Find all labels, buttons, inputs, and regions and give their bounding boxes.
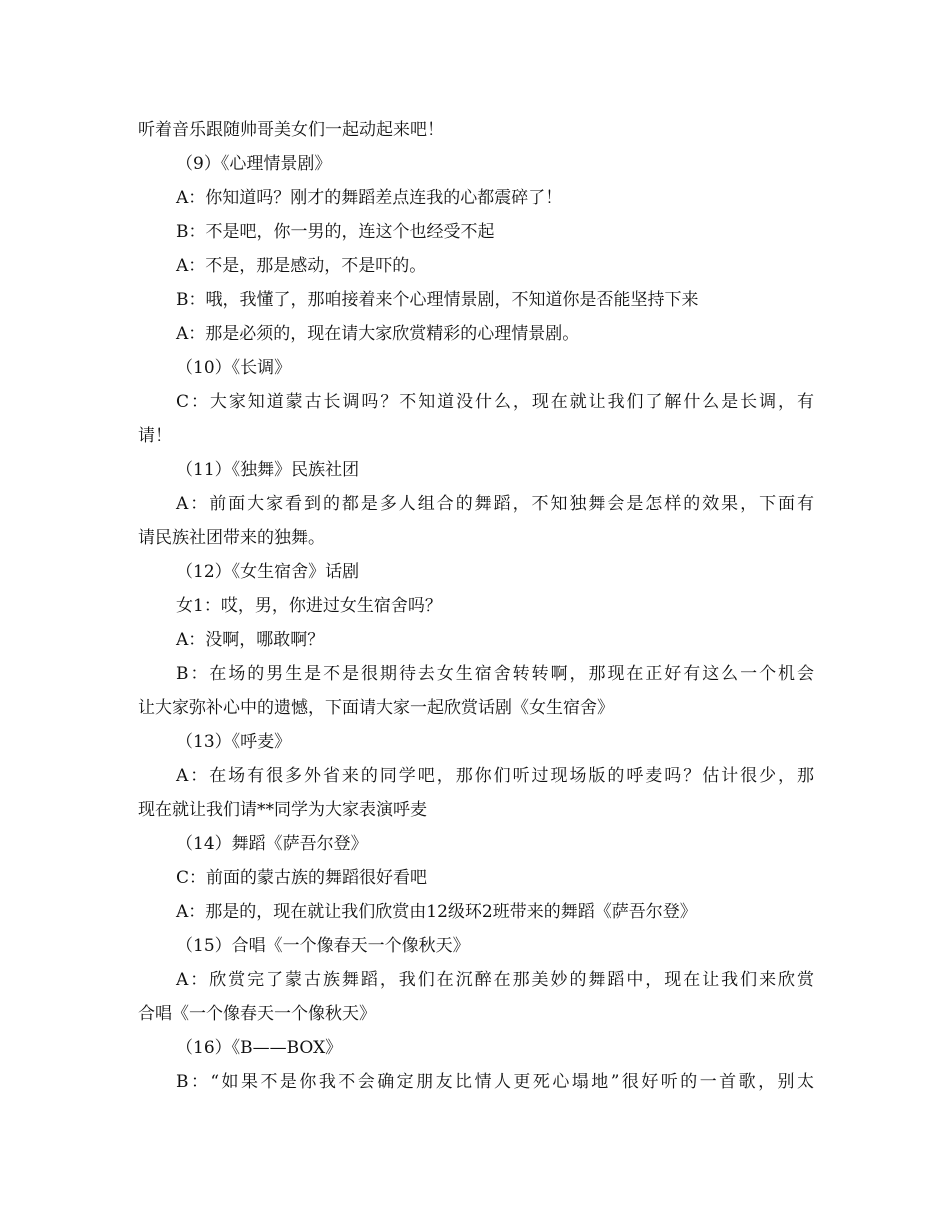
dialogue-line: C：前面的蒙古族的舞蹈很好看吧 <box>176 868 428 888</box>
dialogue-line: B：在场的男生是不是很期待去女生宿舍转转啊，那现在正好有这么一个机会 <box>176 664 814 684</box>
dialogue-line: A：在场有很多外省来的同学吧，那你们听过现场版的呼麦吗？估计很少，那 <box>176 766 814 786</box>
section-heading: （11）《独舞》民族社团 <box>176 460 360 480</box>
section-heading: （10）《长调》 <box>176 358 292 378</box>
dialogue-continuation: 合唱《一个像春天一个像秋天》 <box>138 1004 376 1024</box>
section-heading: （12）《女生宿舍》话剧 <box>176 562 360 582</box>
dialogue-line: A：那是必须的，现在请大家欣赏精彩的心理情景剧。 <box>176 324 580 344</box>
dialogue-continuation: 请！ <box>138 426 172 446</box>
dialogue-line: C：大家知道蒙古长调吗？不知道没什么，现在就让我们了解什么是长调，有 <box>176 392 814 412</box>
dialogue-continuation: 让大家弥补心中的遗憾，下面请大家一起欣赏话剧《女生宿舍》 <box>138 698 614 718</box>
dialogue-line: A：你知道吗？刚才的舞蹈差点连我的心都震碎了！ <box>176 188 563 208</box>
paragraph-line: 听着音乐跟随帅哥美女们一起动起来吧！ <box>138 120 444 140</box>
section-heading: （15）合唱《一个像春天一个像秋天》 <box>176 936 470 956</box>
section-heading: （13）《呼麦》 <box>176 732 292 752</box>
dialogue-line: 女1：哎，男，你进过女生宿舍吗？ <box>176 596 442 616</box>
dialogue-line: B：哦，我懂了，那咱接着来个心理情景剧，不知道你是否能坚持下来 <box>176 290 699 310</box>
dialogue-line: B：“如果不是你我不会确定朋友比情人更死心塌地”很好听的一首歌，别太 <box>176 1072 814 1092</box>
dialogue-continuation: 现在就让我们请**同学为大家表演呼麦 <box>138 800 427 820</box>
dialogue-line: A：前面大家看到的都是多人组合的舞蹈，不知独舞会是怎样的效果，下面有 <box>176 494 814 514</box>
section-heading: （14）舞蹈《萨吾尔登》 <box>176 834 368 854</box>
dialogue-line: B：不是吧，你一男的，连这个也经受不起 <box>176 222 495 242</box>
dialogue-line: A：欣赏完了蒙古族舞蹈，我们在沉醉在那美妙的舞蹈中，现在让我们来欣赏 <box>176 970 814 990</box>
dialogue-continuation: 请民族社团带来的独舞。 <box>138 528 325 548</box>
document-body <box>138 113 814 1099</box>
dialogue-line: A：那是的，现在就让我们欣赏由12级环2班带来的舞蹈《萨吾尔登》 <box>176 902 697 922</box>
dialogue-line: A：没啊，哪敢啊？ <box>176 630 325 650</box>
section-heading: （16）《B——BOX》 <box>176 1038 343 1058</box>
section-heading: （9）《心理情景剧》 <box>176 154 332 174</box>
dialogue-line: A：不是，那是感动，不是吓的。 <box>176 256 427 276</box>
